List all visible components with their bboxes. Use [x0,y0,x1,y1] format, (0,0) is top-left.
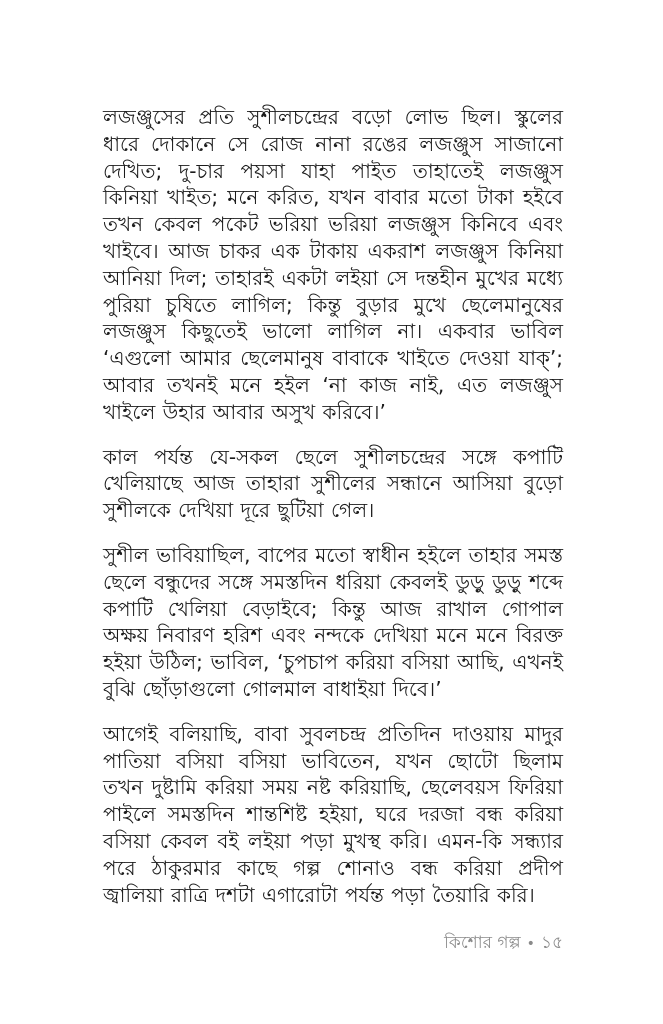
story-paragraph-3: সুশীল ভাবিয়াছিল, বাপের মতো স্বাধীন হইলে তাহার সমস্ত ছেলে বন্ধুদের সঙ্গে সমস্তদিন ধরিয়া কেবলই ডুড়ু ডুড়ু শব্দে কপাটি খেলিয়া বেড়াইবে; কিন্তু আজ রাখাল গোপাল অক্ষয় নিবারণ হরিশ এবং নন্দকে দেখিয়া মনে মনে বিরক্ত হইয়া উঠিল; ভাবিল, ‘চুপচাপ করিয়া বসিয়া আছি, এখনই বুঝি ছোঁড়াগুলো গোলমাল বাধাইয়া দিবে।’ [103,542,563,701]
page-footer [444,932,563,954]
story-paragraph-1: লজঞ্জুসের প্রতি সুশীলচন্দ্রের বড়ো লোভ ছিল। স্কুলের ধারে দোকানে সে রোজ নানা রঙের লজঞ্জুস সাজানো দেখিত; দু-চার পয়সা যাহা পাইত তাহাতেই লজঞ্জুস কিনিয়া খাইত; মনে করিত, যখন বাবার মতো টাকা হইবে তখন কেবল পকেট ভরিয়া ভরিয়া লজঞ্জুস কিনিবে এবং খাইবে। আজ চাকর এক টাকায় একরাশ লজঞ্জুস কিনিয়া আনিয়া দিল; তাহারই একটা লইয়া সে দন্তহীন মুখের মধ্যে পুরিয়া চুষিতে লাগিল; কিন্তু বুড়ার মুখে ছেলেমানুষের লজঞ্জুস কিছুতেই ভালো লাগিল না। একবার ভাবিল ‘এগুলো আমার ছেলেমানুষ বাবাকে খাইতে দেওয়া যাক্‌’; আবার তখনই মনে হইল ‘না কাজ নাই, এত লজঞ্জুস খাইলে উহার আবার অসুখ করিবে।’ [103,105,563,424]
footer-page-number: ১৫ [540,933,563,953]
story-paragraph-4: আগেই বলিয়াছি, বাবা সুবলচন্দ্র প্রতিদিন দাওয়ায় মাদুর পাতিয়া বসিয়া বসিয়া ভাবিতেন, যখন ছোটো ছিলাম তখন দুষ্টামি করিয়া সময় নষ্ট করিয়াছি, ছেলেবয়স ফিরিয়া পাইলে সমস্তদিন শান্তশিষ্ট হইয়া, ঘরে দরজা বন্ধ করিয়া বসিয়া কেবল বই লইয়া পড়া মুখস্থ করি। এমন-কি সন্ধ্যার পরে ঠাকুরমার কাছে গল্প শোনাও বন্ধ করিয়া প্রদীপ জ্বালিয়া রাত্রি দশটা এগারোটা পর্যন্ত পড়া তৈয়ারি করি। [103,721,563,907]
story-text-block [103,104,563,908]
footer-book-title: কিশোর গল্প [444,933,521,953]
footer-bullet-separator: • [526,936,535,952]
story-paragraph-2: কাল পর্যন্ত যে-সকল ছেলে সুশীলচন্দ্রের সঙ্গে কপাটি খেলিয়াছে আজ তাহারা সুশীলের সন্ধানে আসিয়া বুড়ো সুশীলকে দেখিয়া দূরে ছুটিয়া গেল। [103,444,563,523]
